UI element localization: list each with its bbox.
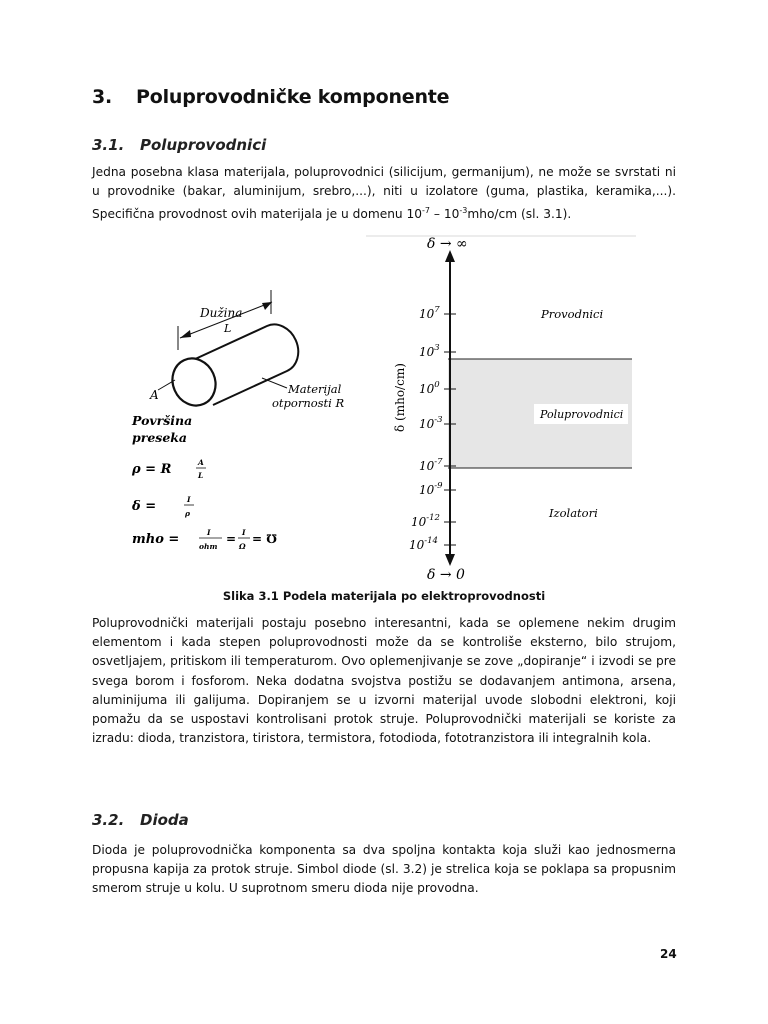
paragraph-diode: Dioda je poluprovodnička komponenta sa dva spoljna kontakta koja služi kao jednosmerna propusna kapija za protok struje. Simbol diode (sl. 3.2) je strelica koja se poklapa sa propusnim smerom struje u kolu. U suprotnom smeru dioda nije provodna.: [92, 843, 676, 896]
formulas: [131, 458, 277, 551]
scale-tick-label: $10^3$: [419, 343, 440, 359]
scale-tick-label: $10^{-7}$: [419, 457, 443, 473]
range-b-base: 10: [443, 207, 460, 222]
arrowhead-left-icon: [180, 330, 191, 338]
formula-2-lhs: δ =: [132, 499, 157, 514]
section-title: Dioda: [140, 811, 189, 829]
section-number: 3.1.: [92, 136, 125, 154]
scale-top-label: δ → ∞: [427, 236, 468, 252]
range-b-exp: -3: [459, 206, 468, 216]
formula-2-den: ρ: [185, 509, 190, 518]
formula-2-num: I: [187, 495, 191, 504]
scale-tick-label: $10^{-9}$: [419, 481, 443, 497]
section-number: 3.2.: [92, 811, 125, 829]
scale-tick-label: $10^0$: [419, 380, 440, 396]
scale-tick-label: $10^{-14}$: [409, 536, 438, 552]
formula-3-eq: =: [226, 532, 237, 546]
formula-3-lhs: mho =: [132, 532, 180, 547]
material-label-2: otpornosti R: [272, 396, 345, 410]
length-symbol: L: [224, 322, 232, 335]
scale-bottom-label: δ → 0: [427, 567, 465, 583]
range-dash: –: [430, 207, 444, 222]
length-label: Dužina: [200, 306, 243, 320]
formula-3-num2: I: [242, 528, 246, 537]
scale-tick-label: $10^7$: [419, 305, 440, 321]
formula-3-tail: = ℧: [252, 532, 277, 546]
area-symbol: A: [150, 388, 159, 402]
section-heading-3-2: [92, 811, 189, 829]
scale-axis-label: δ (mho/cm): [393, 363, 407, 432]
range-a-exp: -7: [422, 206, 431, 216]
region-semiconductors-label: Poluprovodnici: [540, 408, 624, 421]
paragraph-intro-text: Jedna posebna klasa materijala, poluprovodnici (silicijum, germanijum), ne može se svrstati ni u provodnike (bakar, aluminijum, srebro,...), niti u izolatore (guma, plastika, keramika,...). Specifična provodnost ovih materijala je u domenu: [92, 165, 676, 222]
figure-caption: Slika 3.1 Podela materijala po elektroprovodnosti: [222, 589, 546, 603]
scale-tick-label: $10^{-12}$: [411, 513, 440, 529]
conductivity-scale: [366, 236, 636, 583]
formula-3-num1: I: [207, 528, 211, 537]
region-conductors-label: Provodnici: [541, 307, 604, 321]
region-insulators-label: Izolatori: [549, 506, 598, 520]
formula-1-num: A: [198, 458, 204, 467]
range-a-base: 10: [406, 207, 423, 222]
paragraph-intro-tail: mho/cm (sl. 3.1).: [467, 207, 572, 222]
chapter-title: Poluprovodničke komponente: [136, 86, 450, 108]
formula-3-den1: ohm: [199, 542, 218, 551]
scale-tick-label: $10^{-3}$: [419, 415, 443, 431]
formula-1-den: L: [198, 471, 204, 480]
axis-arrow-down-icon: [445, 554, 455, 566]
cross-section-label-1: Površina: [132, 413, 193, 428]
formula-1-lhs: ρ = R: [132, 462, 172, 477]
formula-3-den2: Ω: [239, 542, 246, 551]
chapter-number: 3.: [92, 86, 113, 108]
material-label-1: Materijal: [288, 382, 342, 396]
paragraph-doping: Poluprovodnički materijali postaju posebno interesantni, kada se oplemene nekim drugim elementom i kada stepen poluprovodnosti može da se kontroliše eksterno, bilo strujom, osvetljajem, pritiskom ili temperaturom. Ovo oplemenjivanje se zove „dopiranje“ i izvodi se pre svega borom i fosforom. Neka dodatna svojstva postižu se dodavanjem antimona, arsena, aluminijuma ili galijuma. Dopiranjem se u izvorni materijal uvode slobodni elektroni, koji pomažu da se uspostavi kontrolisani protok struje. Poluprovodnički materijali se koriste za izradu: dioda, tranzistora, tiristora, termistora, fotodioda, fototranzistora ili integralnih kola.: [92, 616, 676, 746]
material-pointer: [262, 378, 287, 388]
cross-section-label-2: preseka: [132, 430, 188, 445]
page-number: 24: [660, 947, 677, 961]
section-title: Poluprovodnici: [140, 136, 267, 154]
cylinder-diagram: [131, 290, 345, 445]
